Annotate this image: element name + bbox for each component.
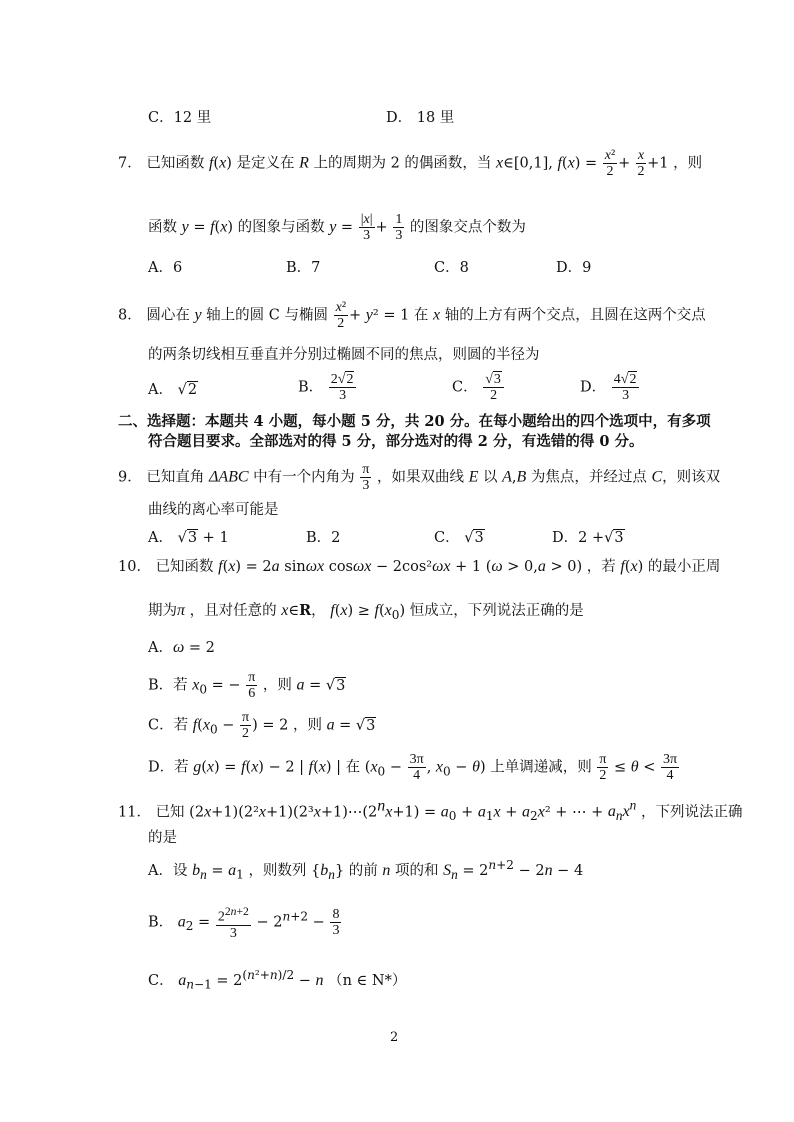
q6-option-c: C．12 里 bbox=[148, 110, 212, 126]
q11-line1: 11． 已知 $(2x+1)(2^2x+1)(2^3x+1)\cdots(2^nx+1) = a_0 + a_1x + a_2x^2$ + ⋯ + $a_nx^n$ ，下列说法正确 bbox=[118, 797, 743, 824]
q11-number: 11． bbox=[118, 804, 151, 821]
q11-line2: 的是 bbox=[148, 830, 177, 846]
fraction: $\frac{\pi}{2}$ bbox=[242, 710, 250, 741]
fraction: $\frac{1}{3}$ bbox=[395, 212, 403, 243]
q7-option-b: B．7 bbox=[286, 260, 321, 276]
page-number: 2 bbox=[390, 1030, 399, 1045]
fraction: $\frac{8}{3}$ bbox=[332, 906, 340, 938]
q8-line2: 的两条切线相互垂直并分别过椭圆不同的焦点，则圆的半径为 bbox=[148, 347, 540, 363]
q6-option-d: D． 18 里 bbox=[386, 110, 455, 126]
q8-option-d: D． $\frac{4√2}{3}$ bbox=[580, 372, 640, 403]
q11-option-b: B． $a_2$ = $\frac{2^{2n+2}}{3}$ − $2^{n+2}$ − $\frac{8}{3}$ bbox=[148, 905, 340, 941]
q11-option-a: A．设 $b_n = a_1$ ，则数列 $\{b_n\}$ 的前 n 项的和 $S_n = 2^{n+2} - 2n - 4$ bbox=[148, 858, 584, 883]
fraction: $\frac{|x|}{3}$ bbox=[360, 212, 373, 243]
q8-option-a: A． √2 bbox=[148, 382, 198, 398]
fraction: $\frac{\text{x²}}{2}$ bbox=[604, 148, 616, 179]
fraction: $\frac{\pi}{3}$ bbox=[362, 462, 370, 493]
q10-number: 10． bbox=[118, 559, 151, 575]
q9-option-a: A． √3 + 1 bbox=[148, 530, 229, 546]
q10-option-a: A．ω = 2 bbox=[148, 639, 215, 656]
fraction: $\frac{3\pi}{4}$ bbox=[663, 752, 678, 783]
q11-option-c: C． $a_{n-1} = 2^{(n^2+n)/2} - n$ （n ∈ N*） bbox=[148, 968, 407, 992]
fraction: $\frac{2√2}{3}$ bbox=[329, 372, 357, 403]
q7-option-c: C．8 bbox=[434, 260, 469, 276]
fraction: $\frac{3\pi}{4}$ bbox=[409, 752, 424, 783]
fraction: $\frac{\text{x²}}{2}$ bbox=[335, 300, 347, 331]
fraction: $\frac{√3}{2}$ bbox=[483, 372, 504, 403]
fraction: $\frac{\pi}{6}$ bbox=[248, 670, 256, 701]
q10-option-c: C．若 $f(x_0$ − $\frac{\pi}{2}$ ) = 2 ，则 a = √3 bbox=[148, 710, 376, 741]
q9-line2: 曲线的离心率可能是 bbox=[148, 502, 279, 518]
q9-option-d: D．2 +√3 bbox=[552, 530, 624, 546]
q10-line2: 期为π ，且对任意的 x∈R， $f(x) \ge f(x_0)$ 恒成立，下列说法正确的是 bbox=[148, 602, 584, 622]
fraction: $\frac{x}{2}$ bbox=[637, 148, 645, 179]
section-header-line1: 二、选择题：本题共 4 小题，每小题 5 分，共 20 分。在每小题给出的四个选项中，有多项 bbox=[118, 413, 711, 430]
q7-option-d: D．9 bbox=[556, 260, 592, 276]
fraction: $\frac{\pi}{2}$ bbox=[599, 752, 607, 783]
q9-line1: 9． 已知直角 ΔABC 中有一个内角为 $\frac{\pi}{3}$ ，如果双曲线 E 以 A,B 为焦点，并经过点 C，则该双 bbox=[118, 462, 721, 493]
q7-line1: 7． 已知函数 f(x) 是定义在 R 上的周期为 2 的偶函数，当 x∈[0,1], f(x) = $\frac{\text{x²}}{2}$ + $\frac{x}{2}$ +1 ，则 bbox=[118, 148, 703, 179]
fraction: $\frac{4√2}{3}$ bbox=[612, 372, 640, 403]
q9-option-b: B．2 bbox=[306, 530, 341, 546]
q9-number: 9． bbox=[118, 469, 142, 486]
q10-line1: 10． 已知函数 f(x) = 2a sinωx cosωx − 2cos²ωx + 1 (ω > 0,a > 0) ，若 f(x) 的最小正周 bbox=[118, 558, 721, 575]
fraction: $\frac{2^{2n+2}}{3}$ bbox=[217, 905, 249, 941]
q7-line2: 函数 y = f(x) 的图象与函数 y = $\frac{|x|}{3}$ + $\frac{1}{3}$ 的图象交点个数为 bbox=[148, 212, 526, 243]
q9-option-c: C． √3 bbox=[434, 530, 484, 546]
q7-option-a: A．6 bbox=[148, 260, 183, 276]
q8-line1: 8． 圆心在 y 轴上的圆 C 与椭圆 $\frac{\text{x²}}{2}$ + y² = 1 在 x 轴的上方有两个交点，且圆在这两个交点 bbox=[118, 300, 706, 331]
q8-option-c: C． $\frac{√3}{2}$ bbox=[452, 372, 505, 403]
q10-option-d: D．若 g(x) = f(x) − 2 | f(x) | 在 ($x_0$ − $\frac{3\pi}{4}$ , $x_0 - \theta$) 上单调递减，则 $\frac{\pi}{2}$ ≤ θ < $\frac{3\pi}{4}$ bbox=[148, 752, 678, 783]
section-header-line2: 符合题目要求。全部选对的得 5 分，部分选对的得 2 分，有选错的得 0 分。 bbox=[148, 433, 644, 450]
q7-number: 7． bbox=[118, 155, 142, 172]
q8-number: 8． bbox=[118, 307, 142, 324]
q8-option-b: B． $\frac{2√2}{3}$ bbox=[298, 372, 357, 403]
q10-option-b: B．若 $x_0$ = − $\frac{\pi}{6}$ ，则 a = √3 bbox=[148, 670, 346, 701]
